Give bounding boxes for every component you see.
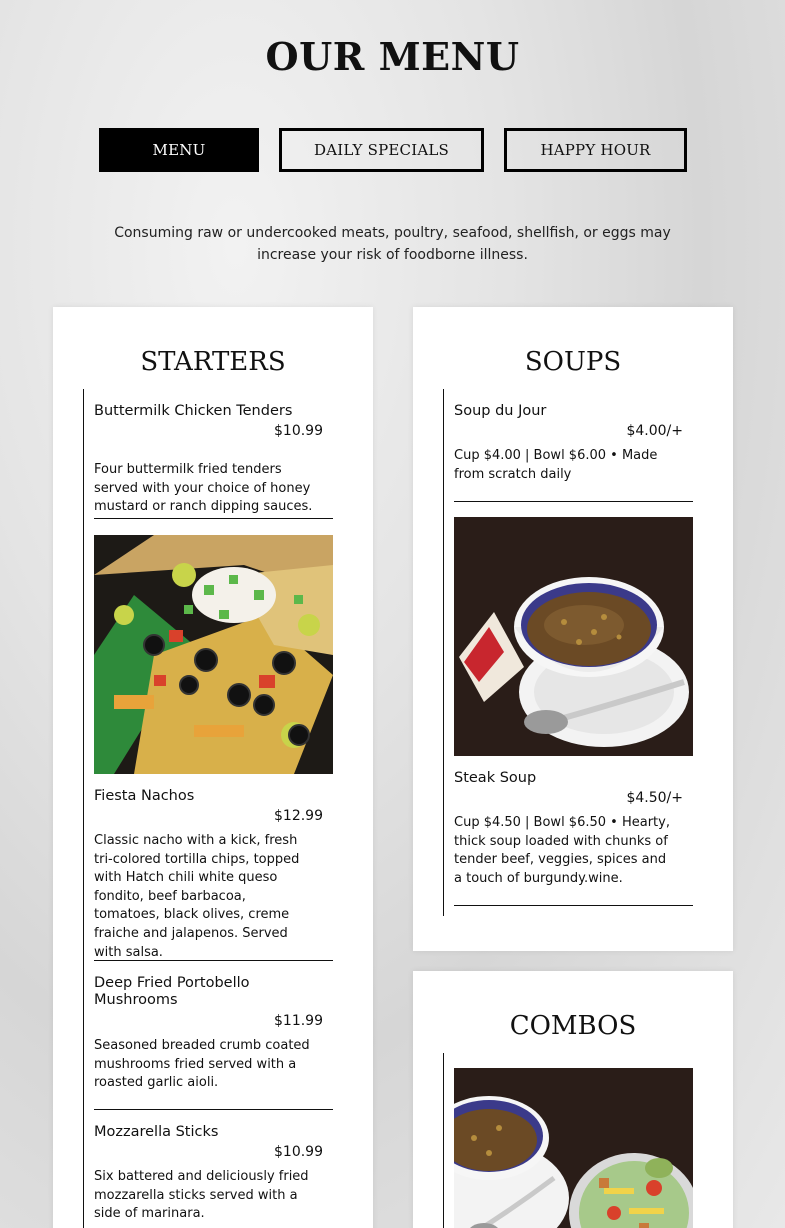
soup-photo xyxy=(454,517,693,756)
item-description: Classic nacho with a kick, fresh tri-colored tortilla chips, topped with Hatch chili white queso fondito, beef barbacoa, tomatoes, black olives, creme fraiche and jalapenos. Served with salsa. xyxy=(94,833,300,960)
combos-list xyxy=(443,1053,703,1228)
item-description: Cup $4.00 | Bowl $6.00 • Made from scratch daily xyxy=(454,448,658,482)
starters-card xyxy=(53,307,373,1228)
menu-item-steak-soup xyxy=(454,770,693,905)
item-name: Steak Soup xyxy=(454,770,537,786)
combos-heading: COMBOS xyxy=(509,1011,637,1041)
item-divider xyxy=(94,518,333,519)
item-price: $10.99 xyxy=(274,423,323,439)
item-divider xyxy=(94,960,333,961)
starters-heading: STARTERS xyxy=(140,347,286,377)
tab-menu[interactable]: MENU xyxy=(99,128,259,172)
menu-item-fiesta-nachos xyxy=(94,788,333,958)
soups-heading: SOUPS xyxy=(524,347,622,377)
page-title: OUR MENU xyxy=(265,34,520,79)
menu-item-soup-du-jour xyxy=(454,403,693,498)
item-description: Cup $4.50 | Bowl $6.50 • Hearty, thick soup loaded with chunks of tender beef, veggies, spices and a touch of burgundy.wine. xyxy=(454,815,670,886)
combo-photo xyxy=(454,1068,693,1228)
menu-item-chicken-tenders xyxy=(94,403,333,518)
item-description: Seasoned breaded crumb coated mushrooms fried served with a roasted garlic aioli. xyxy=(94,1038,310,1091)
tab-happy-hour[interactable]: HAPPY HOUR xyxy=(504,128,687,172)
starters-list xyxy=(83,389,343,1228)
item-price: $10.99 xyxy=(274,1144,323,1160)
item-description: Four buttermilk fried tenders served with your choice of honey mustard or ranch dipping sauces. xyxy=(94,462,313,515)
combos-card xyxy=(413,971,733,1228)
item-divider xyxy=(94,1109,333,1110)
item-name: Deep Fried Portobello Mushrooms xyxy=(94,975,250,1008)
item-divider xyxy=(454,905,693,906)
item-name: Soup du Jour xyxy=(454,403,547,419)
soups-list xyxy=(443,389,703,916)
item-name: Buttermilk Chicken Tenders xyxy=(94,403,293,419)
item-price: $4.00/+ xyxy=(626,423,683,439)
item-price: $11.99 xyxy=(274,1013,323,1029)
item-description: Six battered and deliciously fried mozzarella sticks served with a side of marinara. xyxy=(94,1169,309,1222)
item-name: Fiesta Nachos xyxy=(94,788,195,804)
food-safety-notice: Consuming raw or undercooked meats, poultry, seafood, shellfish, or eggs may increase your risk of foodborne illness. xyxy=(114,225,671,263)
menu-item-portobello-mushrooms xyxy=(94,975,333,1105)
nachos-photo xyxy=(94,535,333,774)
item-name: Mozzarella Sticks xyxy=(94,1124,219,1140)
item-price: $12.99 xyxy=(274,808,323,824)
soups-card xyxy=(413,307,733,951)
tab-daily-specials[interactable]: DAILY SPECIALS xyxy=(279,128,484,172)
item-divider xyxy=(454,501,693,502)
item-price: $4.50/+ xyxy=(626,790,683,806)
menu-item-mozzarella-sticks xyxy=(94,1124,333,1228)
